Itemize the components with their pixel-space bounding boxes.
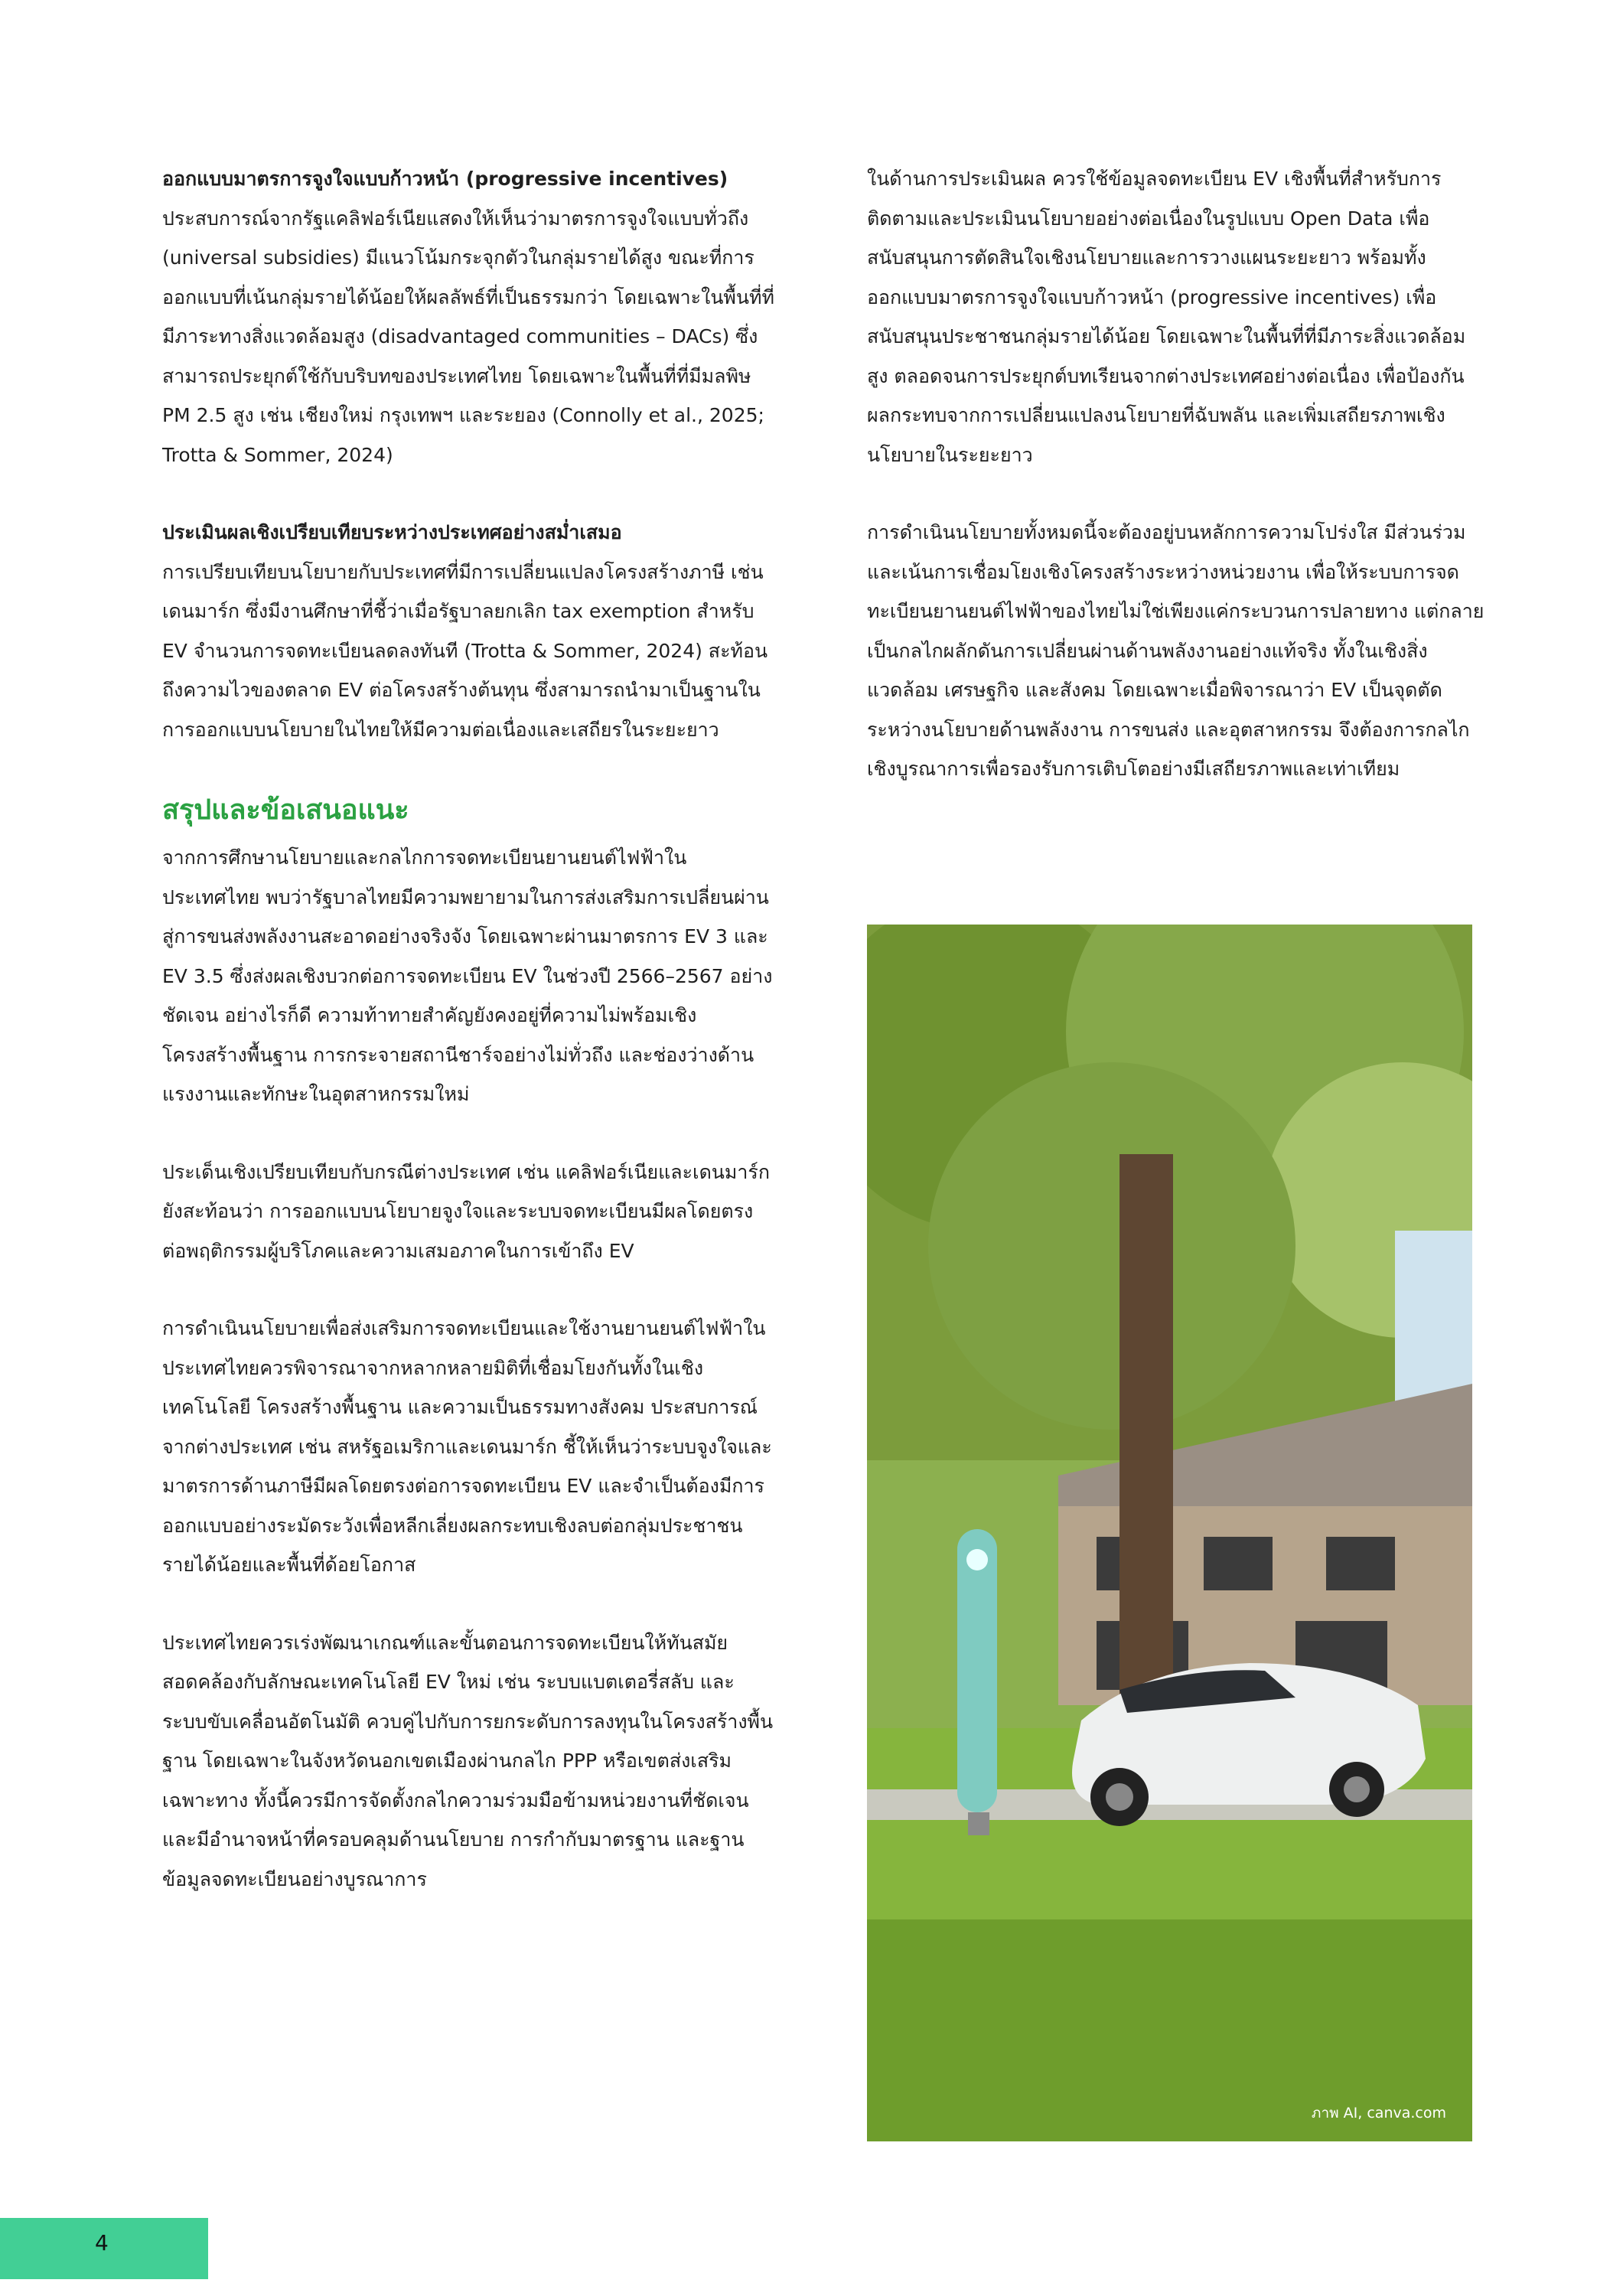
paragraph-summary-3: การดำเนินนโยบายเพื่อส่งเสริมการจดทะเบียนและใช้งานยานยนต์ไฟฟ้าในประเทศไทยควรพิจารณาจากหลากหลายมิติที่เชื่อมโยงกันทั้งในเชิงเทคโนโลยี โครงสร้างพื้นฐาน และความเป็นธรรมทางสังคม ประสบการณ์จากต่างประเทศ เช่น สหรัฐอเมริกาและเดนมาร์ก ชี้ให้เห็นว่าระบบจูงใจและมาตรการด้านภาษีมีผลโดยตรงต่อการจดทะเบียน EV และจำเป็นต้องมีการออกแบบอย่างระมัดระวังเพื่อหลีกเลี่ยงผลกระทบเชิงลบต่อกลุ่มประชาชนรายได้น้อยและพื้นที่ด้อยโอกาส	[162, 1317, 772, 1576]
paragraph-summary-4: ประเทศไทยควรเร่งพัฒนาเกณฑ์และขั้นตอนการจดทะเบียนให้ทันสมัย สอดคล้องกับลักษณะเทคโนโลยี EV ใหม่ เช่น ระบบแบตเตอรี่สลับ และระบบขับเคลื่อนอัตโนมัติ ควบคู่ไปกับการยกระดับการลงทุนในโครงสร้างพื้นฐาน โดยเฉพาะในจังหวัดนอกเขตเมืองผ่านกลไก PPP หรือเขตส่งเสริมเฉพาะทาง ทั้งนี้ควรมีการจัดตั้งกลไกความร่วมมือข้ามหน่วยงานที่ชัดเจนและมีอำนาจหน้าที่ครอบคลุมด้านนโยบาย การกำกับมาตรฐาน และฐานข้อมูลจดทะเบียนอย่างบูรณาการ	[162, 1631, 774, 1890]
paragraph-text: ประสบการณ์จากรัฐแคลิฟอร์เนียแสดงให้เห็นว่ามาตรการจูงใจแบบทั่วถึง (universal subsidies) มีแนวโน้มกระจุกตัวในกลุ่มรายได้สูง ขณะที่การออกแบบที่เน้นกลุ่มรายได้น้อยให้ผลลัพธ์ที่เป็นธรรมกว่า โดยเฉพาะในพื้นที่ที่มีภาระทางสิ่งแวดล้อมสูง (disadvantaged communities – DACs) ซึ่งสามารถประยุกต์ใช้กับบริบทของประเทศไทย โดยเฉพาะในพื้นที่ที่มีมลพิษ PM 2.5 สูง เช่น เชียงใหม่ กรุงเทพฯ และระยอง (Connolly et al., 2025; Trotta & Sommer, 2024)	[162, 207, 774, 466]
paragraph-summary-2: ประเด็นเชิงเปรียบเทียบกับกรณีต่างประเทศ เช่น แคลิฟอร์เนียและเดนมาร์ก ยังสะท้อนว่า การออกแบบนโยบายจูงใจและระบบจดทะเบียนมีผลโดยตรงต่อพฤติกรรมผู้บริโภคและความเสมอภาคในการเข้าถึง EV	[162, 1160, 770, 1262]
left-column	[162, 159, 774, 1937]
page-number: 4	[95, 2230, 109, 2255]
paragraph-summary-1: จากการศึกษานโยบายและกลไกการจดทะเบียนยานยนต์ไฟฟ้าในประเทศไทย พบว่ารัฐบาลไทยมีความพยายามในการส่งเสริมการเปลี่ยนผ่านสู่การขนส่งพลังงานสะอาดอย่างจริงจัง โดยเฉพาะผ่านมาตรการ EV 3 และ EV 3.5 ซึ่งส่งผลเชิงบวกต่อการจดทะเบียน EV ในช่วงปี 2566–2567 อย่างชัดเจน อย่างไรก็ดี ความท้าทายสำคัญยังคงอยู่ที่ความไม่พร้อมเชิงโครงสร้างพื้นฐาน การกระจายสถานีชาร์จอย่างไม่ทั่วถึง และช่องว่างด้านแรงงานและทักษะในอุตสาหกรรมใหม่	[162, 846, 773, 1105]
photo-illustration	[867, 925, 1472, 2141]
paragraph-heading: ประเมินผลเชิงเปรียบเทียบระหว่างประเทศอย่างสม่ำเสมอ	[162, 521, 622, 543]
paragraph-progressive-incentives	[162, 159, 774, 475]
right-column	[867, 159, 1485, 827]
paragraph-evaluation: ในด้านการประเมินผล ควรใช้ข้อมูลจดทะเบียน EV เชิงพื้นที่สำหรับการติดตามและประเมินนโยบายอย่างต่อเนื่องในรูปแบบ Open Data เพื่อสนับสนุนการตัดสินใจเชิงนโยบายและการวางแผนระยะยาว พร้อมทั้งออกแบบมาตรการจูงใจแบบก้าวหน้า (progressive incentives) เพื่อสนับสนุนประชาชนกลุ่มรายได้น้อย โดยเฉพาะในพื้นที่ที่มีภาระสิ่งแวดล้อมสูง ตลอดจนการประยุกต์บทเรียนจากต่างประเทศอย่างต่อเนื่อง เพื่อป้องกันผลกระทบจากการเปลี่ยนแปลงนโยบายที่ฉับพลัน และเพิ่มเสถียรภาพเชิงนโยบายในระยะยาว	[867, 168, 1466, 466]
ev-charging-photo	[867, 925, 1472, 2141]
image-credit: ภาพ AI, canva.com	[1311, 2105, 1446, 2122]
paragraph-text: การเปรียบเทียบนโยบายกับประเทศที่มีการเปลี่ยนแปลงโครงสร้างภาษี เช่น เดนมาร์ก ซึ่งมีงานศึกษาที่ชี้ว่าเมื่อรัฐบาลยกเลิก tax exemption สำหรับ EV จำนวนการจดทะเบียนลดลงทันที (Trotta & Sommer, 2024) สะท้อนถึงความไวของตลาด EV ต่อโครงสร้างต้นทุน ซึ่งสามารถนำมาเป็นฐานในการออกแบบนโยบายในไทยให้มีความต่อเนื่องและเสถียรในระยะยาว	[162, 560, 768, 741]
paragraph-international-comparison	[162, 513, 774, 749]
paragraph-transparency: การดำเนินนโยบายทั้งหมดนี้จะต้องอยู่บนหลักการความโปร่งใส มีส่วนร่วม และเน้นการเชื่อมโยงเชิงโครงสร้างระหว่างหน่วยงาน เพื่อให้ระบบการจดทะเบียนยานยนต์ไฟฟ้าของไทยไม่ใช่เพียงแค่กระบวนการปลายทาง แต่กลายเป็นกลไกผลักดันการเปลี่ยนผ่านด้านพลังงานอย่างแท้จริง ทั้งในเชิงสิ่งแวดล้อม เศรษฐกิจ และสังคม โดยเฉพาะเมื่อพิจารณาว่า EV เป็นจุดตัดระหว่างนโยบายด้านพลังงาน การขนส่ง และอุตสาหกรรม จึงต้องการกลไกเชิงบูรณาการเพื่อรองรับการเติบโตอย่างมีเสถียรภาพและเท่าเทียม	[867, 521, 1484, 780]
paragraph-heading: ออกแบบมาตรการจูงใจแบบก้าวหน้า (progressive incentives)	[162, 168, 728, 190]
section-title: สรุปและข้อเสนอแนะ	[162, 794, 409, 826]
